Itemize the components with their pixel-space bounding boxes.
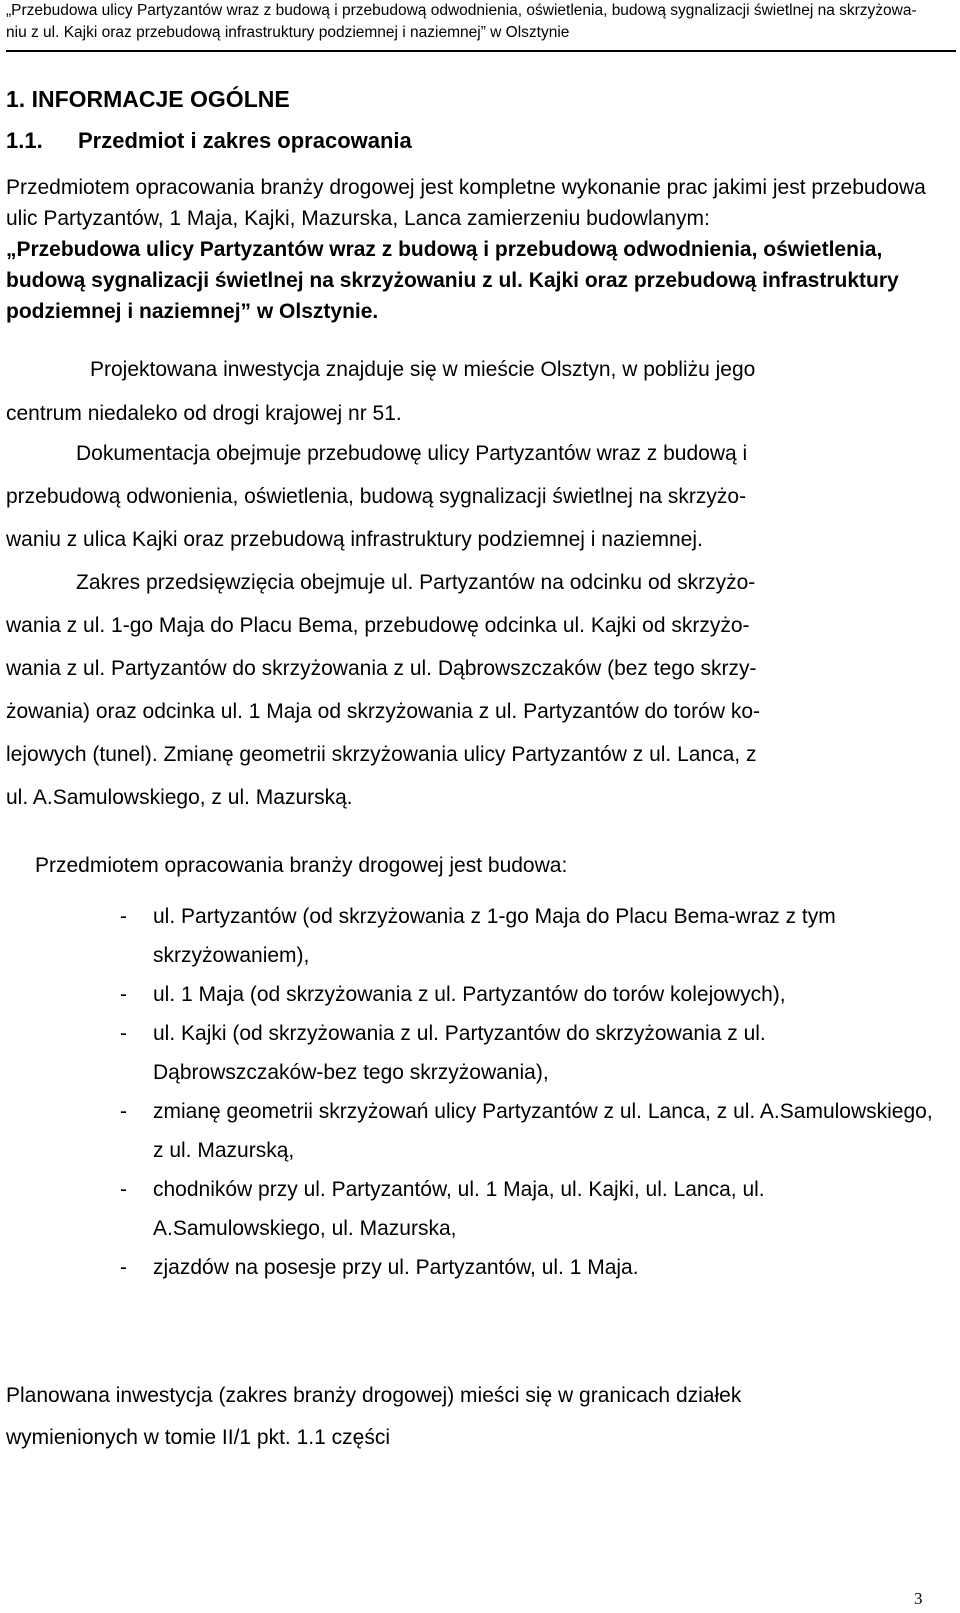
list-dash: - — [120, 1022, 127, 1045]
subsection-number: 1.1. — [6, 128, 43, 153]
closing-line-1: Planowana inwestycja (zakres branży drogowej) mieści się w granicach działek — [6, 1384, 742, 1407]
section-heading: 1. INFORMACJE OGÓLNE — [6, 86, 290, 112]
scope-list — [120, 897, 940, 1287]
page-number: 3 — [914, 1589, 923, 1608]
closing-paragraph — [6, 1375, 956, 1459]
location-line-1: Projektowana inwestycja znajduje się w mieście Olsztyn, w pobliżu jego — [90, 358, 756, 381]
list-item: - ul. Kajki (od skrzyżowania z ul. Partyzantów do skrzyżowania z ul. Dąbrowszczaków-bez tego skrzyżowania), — [120, 1014, 940, 1092]
intro-lead: Przedmiotem opracowania branży drogowej jest kompletne wykonanie prac jakimi jest przebudowa ulic Partyzantów, 1 Maja, Kajki, Mazurska, Lanca zamierzeniu budowlanym: — [6, 176, 926, 230]
header-rule — [6, 50, 956, 52]
running-header-line-2: niu z ul. Kajki oraz przebudową infrastruktury podziemnej i naziemnej” w Olsztynie — [6, 24, 570, 41]
scope-range-line-3: wania z ul. Partyzantów do skrzyżowania z ul. Dąbrowszczaków (bez tego skrzy- — [6, 657, 757, 680]
list-item: - zjazdów na posesje przy ul. Partyzantów, ul. 1 Maja. — [120, 1248, 940, 1287]
list-dash: - — [120, 1100, 127, 1123]
documentation-paragraphs — [6, 432, 956, 819]
list-dash: - — [120, 1178, 127, 1201]
location-paragraph — [6, 348, 956, 436]
list-item: - chodników przy ul. Partyzantów, ul. 1 Maja, ul. Kajki, ul. Lanca, ul. A.Samulowskiego, ul. Mazurska, — [120, 1170, 940, 1248]
scope-range-line-6: ul. A.Samulowskiego, z ul. Mazurską. — [6, 786, 353, 809]
documentation-line-3: waniu z ulica Kajki oraz przebudową infrastruktury podziemnej i naziemnej. — [6, 528, 703, 551]
project-title: „Przebudowa ulicy Partyzantów wraz z budową i przebudową odwodnienia, oświetlenia, budową sygnalizacji świetlnej na skrzyżowaniu z ul. Kajki oraz przebudową infrastruktury podziemnej i naziemnej” w Olsztynie. — [6, 238, 899, 323]
list-item: - zmianę geometrii skrzyżowań ulicy Partyzantów z ul. Lanca, z ul. A.Samulowskiego, z ul. Mazurską, — [120, 1092, 940, 1170]
scope-range-line-5: lejowych (tunel). Zmianę geometrii skrzyżowania ulicy Partyzantów z ul. Lanca, z — [6, 743, 757, 766]
scope-range-line-4: żowania) oraz odcinka ul. 1 Maja od skrzyżowania z ul. Partyzantów do torów ko- — [6, 700, 761, 723]
scope-range-line-1: Zakres przedsięwzięcia obejmuje ul. Partyzantów na odcinku od skrzyżo- — [76, 571, 756, 594]
closing-line-2: wymienionych w tomie II/1 pkt. 1.1 części — [6, 1426, 390, 1449]
location-line-2: centrum niedaleko od drogi krajowej nr 51. — [6, 402, 402, 425]
intro-paragraph — [6, 172, 956, 327]
documentation-line-2: przebudową odwonienia, oświetlenia, budową sygnalizacji świetlnej na skrzyżo- — [6, 485, 747, 508]
list-item: - ul. 1 Maja (od skrzyżowania z ul. Partyzantów do torów kolejowych), — [120, 975, 940, 1014]
list-dash: - — [120, 1256, 127, 1279]
list-item: - ul. Partyzantów (od skrzyżowania z 1-go Maja do Placu Bema-wraz z tym skrzyżowaniem), — [120, 897, 940, 975]
subsection-heading — [6, 127, 412, 155]
subsection-title: Przedmiot i zakres opracowania — [78, 128, 412, 153]
list-dash: - — [120, 983, 127, 1006]
list-dash: - — [120, 905, 127, 928]
documentation-line-1: Dokumentacja obejmuje przebudowę ulicy Partyzantów wraz z budową i — [76, 442, 748, 465]
running-header — [6, 0, 952, 44]
scope-lead: Przedmiotem opracowania branży drogowej jest budowa: — [35, 854, 568, 877]
running-header-line-1: „Przebudowa ulicy Partyzantów wraz z budową i przebudową odwodnienia, oświetlenia, budową sygnalizacji świetlnej na skrzyżowa- — [6, 2, 917, 19]
scope-range-line-2: wania z ul. 1-go Maja do Placu Bema, przebudowę odcinka ul. Kajki od skrzyżo- — [6, 614, 750, 637]
